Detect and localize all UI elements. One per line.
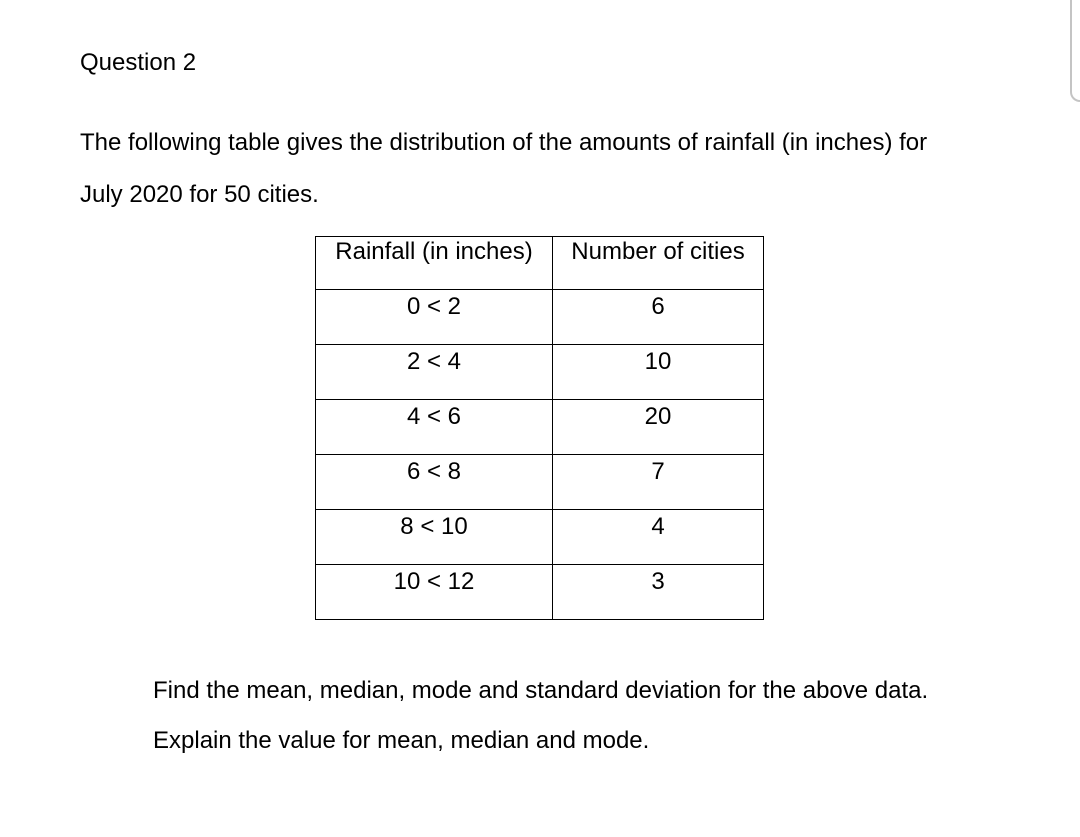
city-count-cell: 3: [553, 565, 764, 620]
rainfall-range-cell: 2 < 4: [316, 345, 553, 400]
rainfall-range-cell: 10 < 12: [316, 565, 553, 620]
city-count-cell: 20: [553, 400, 764, 455]
rainfall-range-cell: 0 < 2: [316, 290, 553, 345]
rainfall-table: [315, 236, 764, 620]
instruction-line-2: Explain the value for mean, median and mode.: [153, 727, 650, 754]
question-heading: Question 2: [80, 49, 197, 76]
city-count-cell: 10: [553, 345, 764, 400]
question-instructions: [153, 666, 928, 766]
city-count-cell: 6: [553, 290, 764, 345]
table-row: [316, 345, 764, 400]
rainfall-range-cell: 8 < 10: [316, 510, 553, 565]
city-count-cell: 4: [553, 510, 764, 565]
table-row: [316, 510, 764, 565]
header-number-of-cities: Number of cities: [553, 237, 764, 290]
rainfall-range-cell: 6 < 8: [316, 455, 553, 510]
header-rainfall: Rainfall (in inches): [316, 237, 553, 290]
city-count-cell: 7: [553, 455, 764, 510]
table-header-row: [316, 237, 764, 290]
table-row: [316, 290, 764, 345]
rainfall-range-cell: 4 < 6: [316, 400, 553, 455]
intro-line-1: The following table gives the distribution of the amounts of rainfall (in inches) for: [80, 129, 928, 156]
table-row: [316, 455, 764, 510]
instruction-line-1: Find the mean, median, mode and standard deviation for the above data.: [153, 677, 929, 704]
table-row: [316, 400, 764, 455]
scrollbar-edge[interactable]: [1070, 0, 1080, 102]
intro-line-2: July 2020 for 50 cities.: [80, 181, 319, 208]
table-row: [316, 565, 764, 620]
question-intro: [80, 117, 1020, 221]
